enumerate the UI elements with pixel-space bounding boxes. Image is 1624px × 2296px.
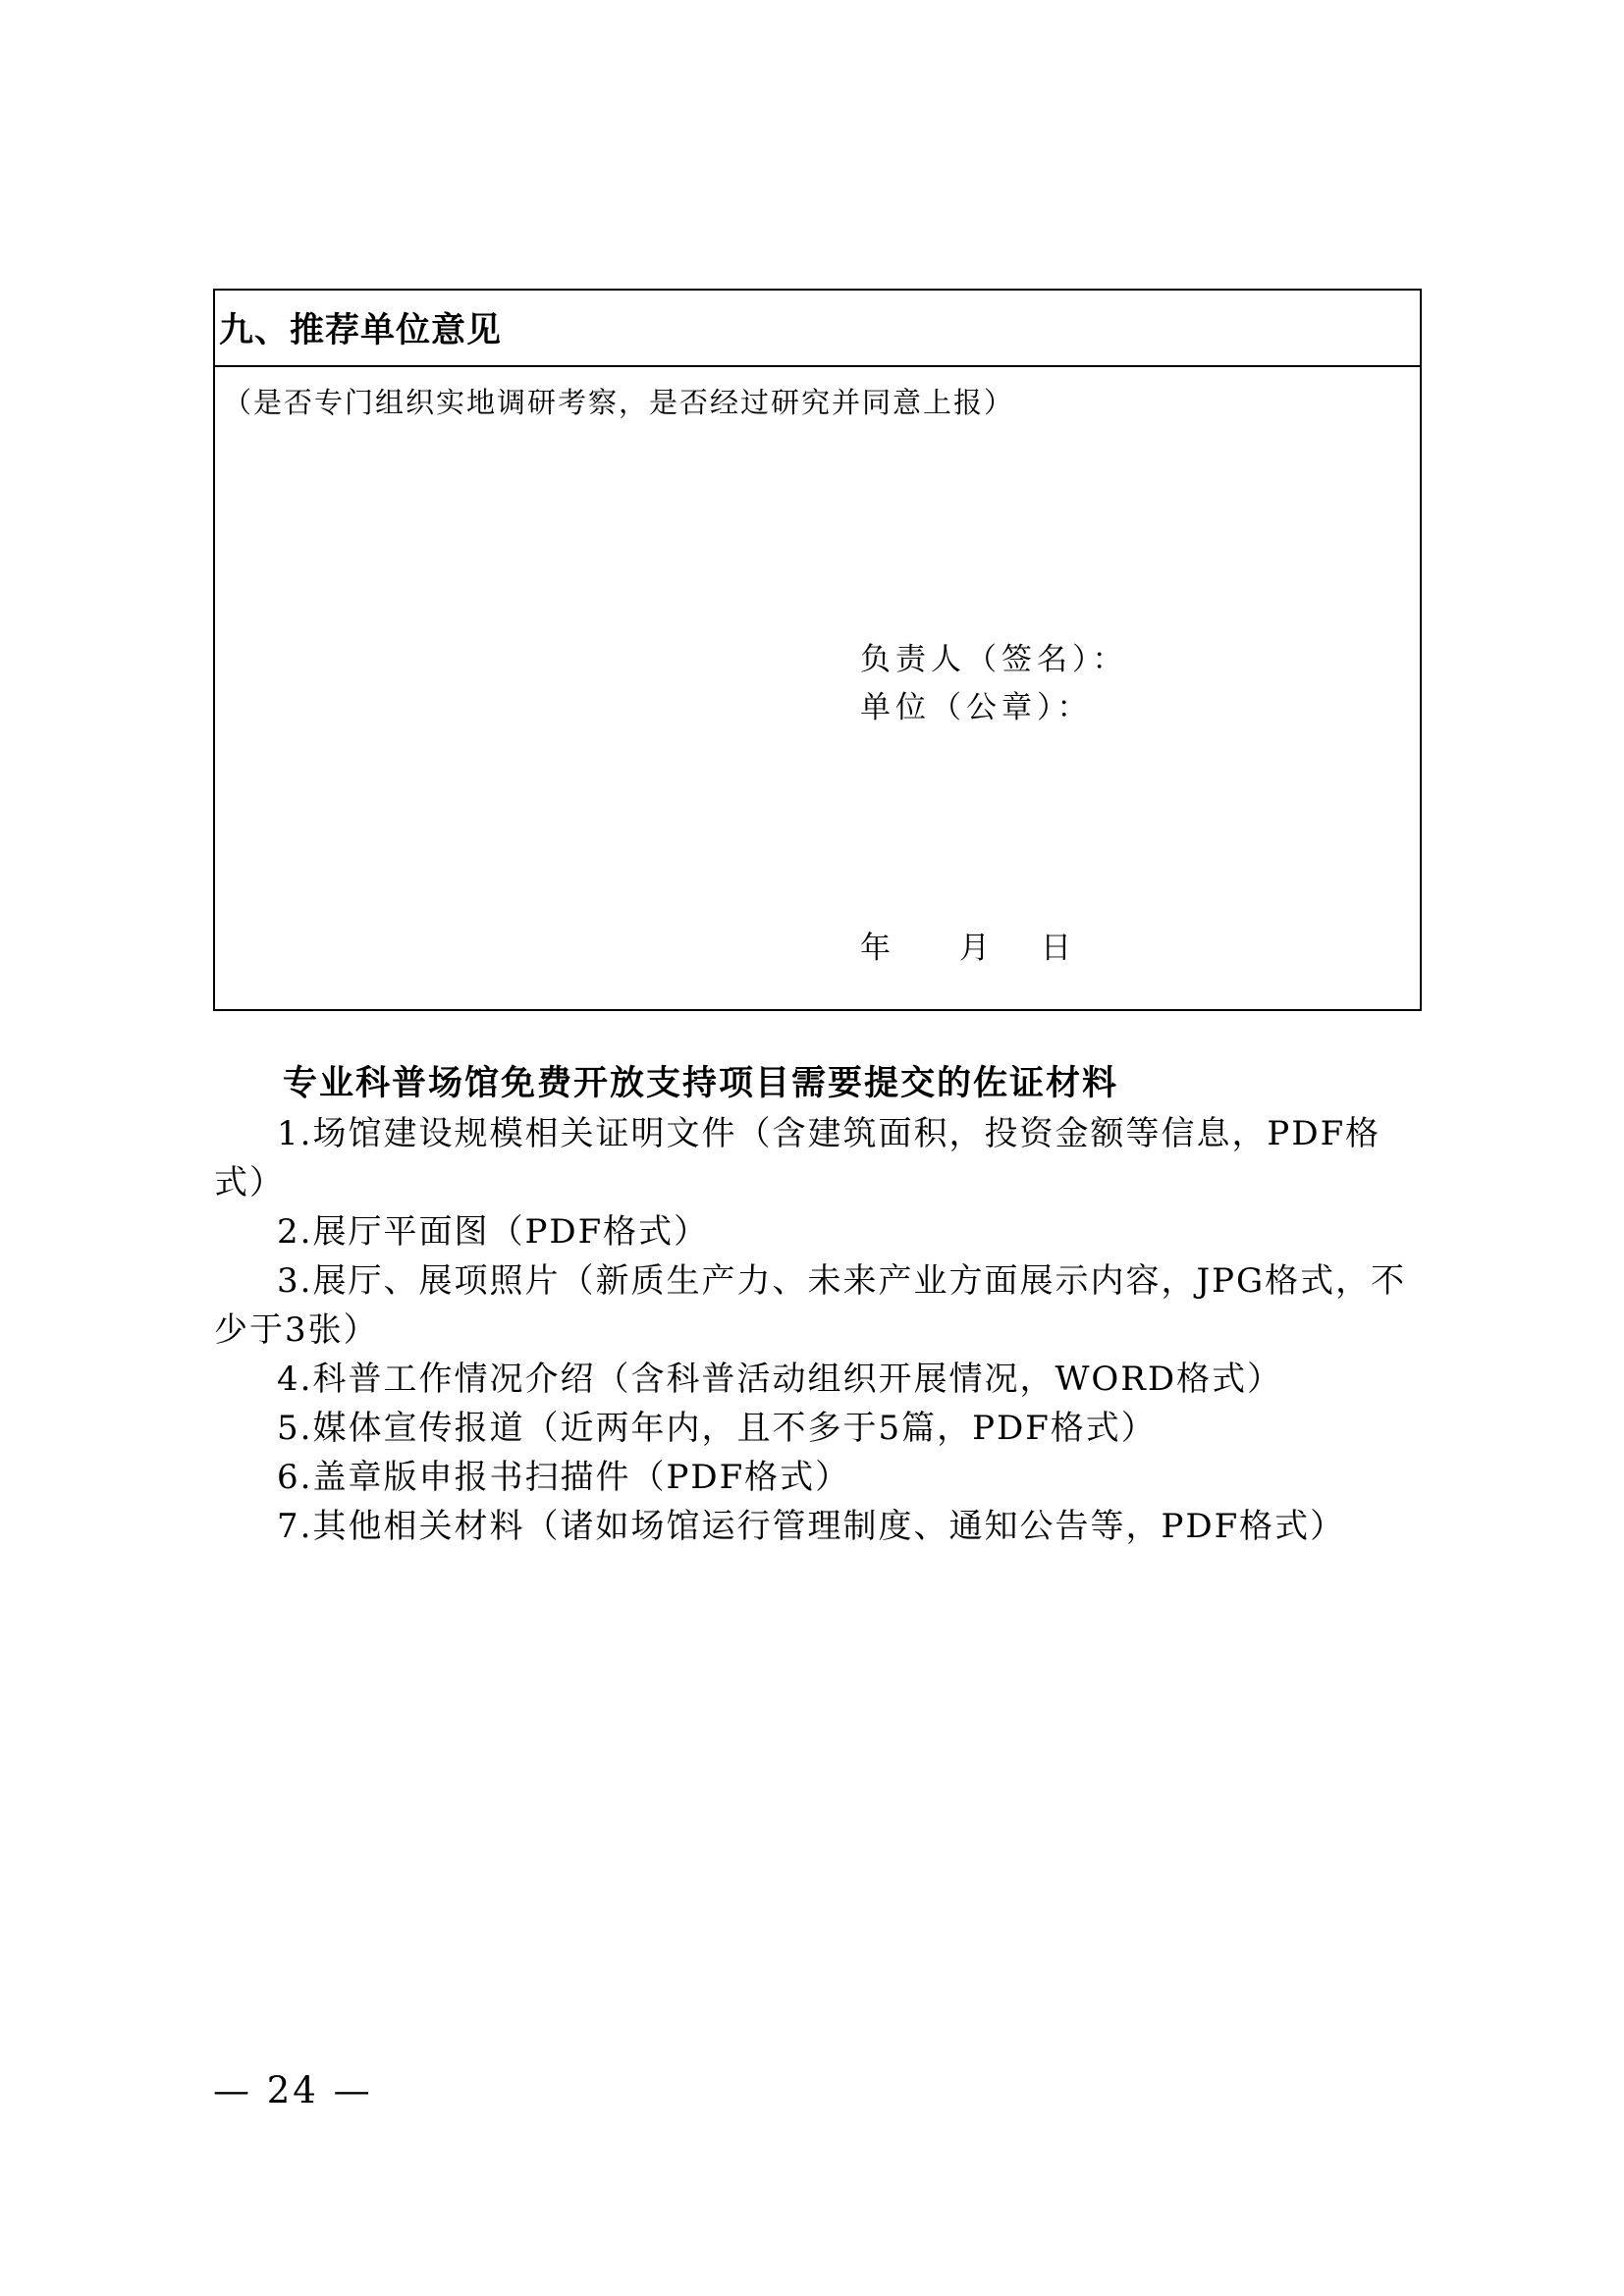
list-item: 5.媒体宣传报道（近两年内，且不多于5篇，PDF格式） <box>277 1409 1157 1448</box>
opinion-hint: （是否专门组织实地调研考察，是否经过研究并同意上报） <box>223 386 1015 419</box>
date-month: 月 <box>959 931 990 966</box>
materials-list <box>214 1109 1424 1551</box>
seal-label: 单位（公章）： <box>860 690 1093 725</box>
supporting-materials <box>214 1058 1424 1551</box>
materials-title: 专业科普场馆免费开放支持项目需要提交的佐证材料 <box>283 1064 1119 1103</box>
section-title: 九、推荐单位意见 <box>219 311 503 350</box>
opinion-box <box>215 367 1420 1009</box>
list-item: 1.场馆建设规模相关证明文件（含建筑面积，投资金额等信息，PDF格式） <box>214 1114 1381 1202</box>
recommendation-opinion-table <box>213 289 1422 1011</box>
date-day: 日 <box>1041 931 1071 966</box>
list-item: 6.盖章版申报书扫描件（PDF格式） <box>277 1458 851 1497</box>
date-year: 年 <box>860 931 891 966</box>
list-item: 4.科普工作情况介绍（含科普活动组织开展情况，WORD格式） <box>277 1360 1283 1399</box>
section-header <box>215 291 1420 367</box>
page-number: — 24 — <box>213 2069 373 2111</box>
signature-label: 负责人（签名）： <box>860 642 1128 677</box>
list-item: 7.其他相关材料（诸如场馆运行管理制度、通知公告等，PDF格式） <box>277 1507 1346 1546</box>
list-item: 3.展厅、展项照片（新质生产力、未来产业方面展示内容，JPG格式，不少于3张） <box>214 1261 1407 1350</box>
date-line <box>860 923 1071 967</box>
list-item: 2.展厅平面图（PDF格式） <box>277 1212 710 1252</box>
